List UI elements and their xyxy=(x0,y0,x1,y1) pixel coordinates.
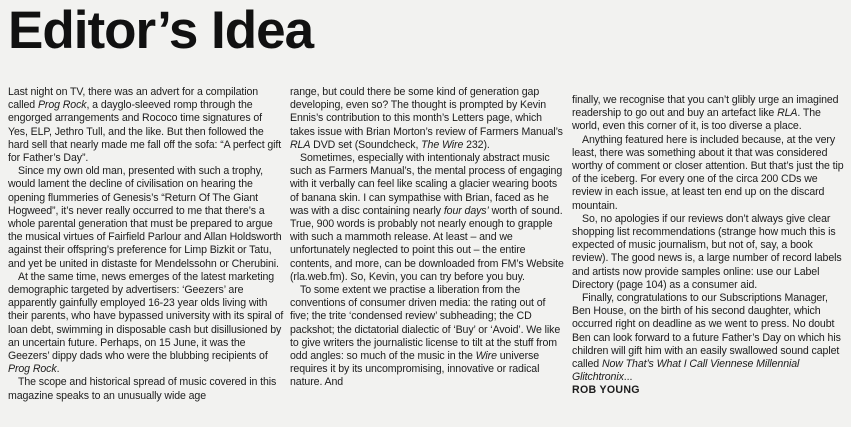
paragraph: finally, we recognise that you can’t glibly urge an imagined readership to go out and buy an artefact like RLA. The world, even this corner of it, is too diverse a place. xyxy=(572,94,839,133)
paragraph: At the same time, news emerges of the latest marketing demographic targeted by advertisers: ‘Geezers’ are apparently gainfully employed 16-23 year olds living with their parents, who have bypassed university with its spiral of loan debt, swimming in disposable cash but disillusioned by an uncertain future. Perhaps, on 15 June, it was the Geezers’ dippy dads who were the blubbing recipients of Prog Rock. xyxy=(8,270,284,376)
paragraph: So, no apologies if our reviews don’t always give clear shopping list recommendations (strange how much this is expected of music journalism, but not of, say, a book review). The good news is, a large number of record labels and artists now provide samples online: use our Label Directory (page 104) as a consumer aid. xyxy=(572,212,842,291)
paragraph: Anything featured here is included because, at the very least, there was something about it that was considered worthy of comment or closer attention. But that’s just the tip of the iceberg. For every one of the circa 200 CDs we review in each issue, at least ten end up on the discard mountain. xyxy=(572,133,844,212)
paragraph: The scope and historical spread of music covered in this magazine speaks to an unusually wide age xyxy=(8,376,277,402)
byline: ROB YOUNG xyxy=(572,384,640,397)
column-2 xyxy=(290,86,566,390)
paragraph: Last night on TV, there was an advert for a compilation called Prog Rock, a dayglo-sleeved romp through the engorged arrangements and Rococo time signatures of Yes, ELP, Jethro Tull, and the like. But then followed the hard sell that nearly made me fall off the sofa: “A perfect gift for Father’s Day”. xyxy=(8,86,282,165)
page-title: Editor’s Idea xyxy=(8,1,314,60)
column-3 xyxy=(572,94,848,398)
paragraph: Finally, congratulations to our Subscriptions Manager, Ben House, on the birth of his second daughter, which occurred right on deadline as we went to press. No doubt Ben can look forward to a future Father’s Day on which his children will gift him with an easily swallowed sound caplet called Now That’s What I Call Viennese Millennial Glitchtronix... xyxy=(572,292,841,384)
paragraph: Sometimes, especially with intentionaly abstract music such as Farmers Manual’s, the mental process of engaging with it verbally can feel like scaling a glacier wearing boots of banana skin. I can sympathise with Brian, faced as he was with a disc containing nearly four days’ worth of sound. True, 900 words is probably not nearly enough to grapple with such a mammoth release. At least – and we unfortunately neglected to point this out – the entire contents, and more, can be downloaded from FM’s Website (rla.web.fm). So, Kevin, you can try before you buy. xyxy=(290,152,564,283)
paragraph: To some extent we practise a liberation from the conventions of consumer driven media: the rating out of five; the trite ‘condensed review’ subheading; the CD packshot; the dictatorial dialectic of ‘Buy’ or ‘Avoid’. We like to give writers the journalistic license to tilt at the stuff from odd angles: so much of the music in the Wire universe requires it by its uncompromising, innovative or radical nature. And xyxy=(290,284,561,389)
paragraph: range, but could there be some kind of generation gap developing, even so? The thought is prompted by Kevin Ennis’s contribution to this month’s Letters page, which takes issue with Brian Morton’s review of Farmers Manual’s RLA DVD set (Soundcheck, The Wire 232). xyxy=(290,86,563,151)
column-1 xyxy=(8,86,284,403)
paragraph: Since my own old man, presented with such a trophy, would lament the decline of civilisation on hearing the opening flummeries of Genesis’s “Return Of The Giant Hogweed”, it’s never really occurred to me that there’s a whole parental generation that must be prepared to argue the musical virtues of Fairfield Parlour and Allan Holdsworth against their offspring’s preference for Limp Bizkit or Tatu, and yet be united in distaste for Mendelssohn or Cherubini. xyxy=(8,165,282,270)
